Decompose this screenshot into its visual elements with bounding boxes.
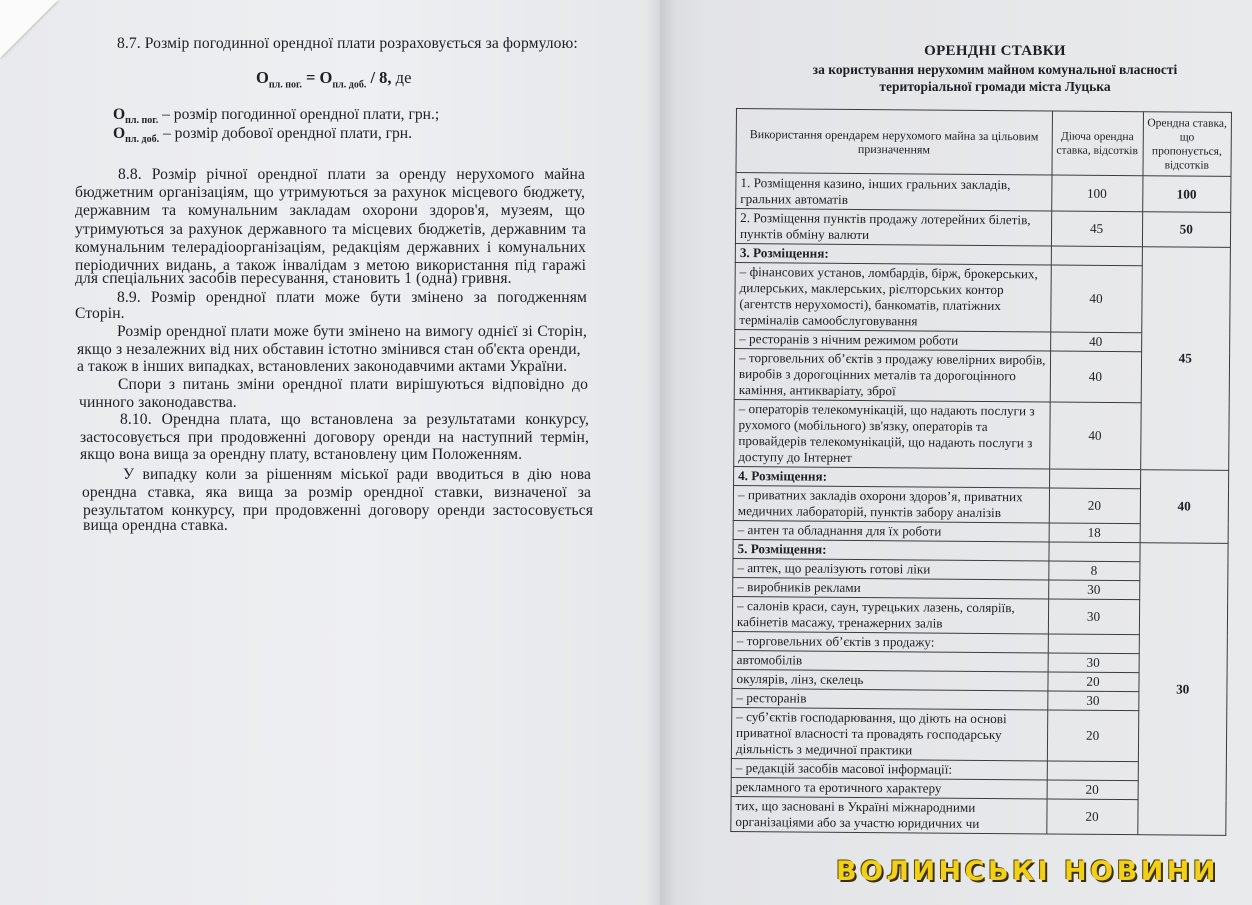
row-text: – торговельних об’єктів з продажу ювелірних виробів, виробів з дорогоцінних металів та дорогоцінного каміння, антикваріату, зброї: [734, 348, 1050, 401]
para-8-8-line: комунальним телерадіоорганізаціям, редакціям державних і комунальних: [75, 239, 586, 256]
proposed-rate: 100: [1142, 176, 1231, 213]
current-rate: [1048, 634, 1139, 654]
formula-definition-hourly: $О_{пл. пог.}$ – розмір погодинної орендної плати, грн.;: [113, 106, 440, 127]
para-8-9-line: якщо з незалежних від них обставин істотно змінився стан об'єкта оренди,: [77, 341, 581, 358]
proposed-rate: 40: [1140, 470, 1229, 544]
table-row: [736, 173, 1231, 213]
section-title: 5. Розміщення:: [733, 539, 1049, 560]
current-rate: 20: [1047, 710, 1138, 762]
para-8-9-line: а також в інших випадках, встановлених законодавчими актами України.: [77, 358, 568, 375]
empty-cell: [1049, 469, 1140, 489]
current-rate: 40: [1049, 402, 1140, 470]
header-proposed-rate: Орендна ставка, що пропонується, відсотків: [1142, 112, 1231, 177]
section-title: 4. Розміщення:: [734, 466, 1050, 487]
current-rate: 20: [1049, 488, 1140, 524]
header-usage: Використання орендарем нерухомого майна за цільовим призначенням: [736, 109, 1052, 175]
para-8-8-line: 8.8. Розмір річної орендної плати за оренду нерухомого майна: [118, 166, 585, 183]
row-text: окулярів, лінз, скелець: [732, 669, 1048, 690]
para-8-10-line: 8.10. Орендна плата, що встановлена за результатами конкурсу,: [120, 411, 589, 428]
current-rate: 40: [1050, 332, 1141, 352]
proposed-rate: 50: [1142, 212, 1231, 248]
proposed-rate: 45: [1140, 247, 1230, 471]
empty-cell: [1049, 542, 1140, 562]
row-text: рекламного та еротичного характеру: [731, 777, 1047, 798]
row-text: – операторів телекомунікацій, що надають послуги з рухомого (мобільного) зв'язку, операторів та провайдерів телекомунікацій, що надають послуги з доступу до Інтернет: [734, 399, 1050, 468]
table-subtitle: територіальної громади міста Луцька: [879, 79, 1111, 94]
current-rate: 20: [1047, 672, 1138, 692]
page-gutter: [645, 0, 675, 905]
para-8-8-line: для спеціальних засобів пересування, становить 1 (одна) гривня.: [75, 270, 512, 287]
row-text: – редакцій засобів масової інформації:: [731, 758, 1047, 779]
para-8-10-line: вища орендна ставка.: [83, 517, 228, 534]
current-rate: 100: [1051, 175, 1142, 212]
current-rate: 30: [1048, 599, 1139, 635]
row-text: 1. Розміщення казино, інших гральних закладів, гральних автоматів: [736, 173, 1052, 211]
row-text: – ресторанів з нічним режимом роботи: [735, 329, 1051, 350]
table-header-row: [736, 109, 1231, 177]
row-text: – аптек, що реалізують готові ліки: [733, 558, 1049, 579]
para-8-10-line: орендна ставка, яка вища за розмір орендної ставки, визначеної за: [82, 484, 591, 501]
para-8-10-line: результатом конкурсу, при продовженні договору оренди застосовується: [83, 502, 593, 519]
row-text: – фінансових установ, ломбардів, бірж, брокерських, дилерських, маклерських, рієлторських контор (агентств нерухомості), банкоматів, платіжних терміналів самообслуговування: [735, 262, 1051, 331]
formula: $О_{пл. пог.} = О_{пл. доб.} / 8$, де: [256, 68, 412, 91]
row-text: – суб’єктів господарювання, що діють на основі приватної власності та провадять господарську діяльність з медичної практики: [731, 707, 1047, 760]
current-rate: 30: [1048, 653, 1139, 673]
row-text: тих, що засновані в Україні міжнародними організаціями або за участю юридичних чи: [731, 796, 1047, 833]
current-rate: 45: [1051, 211, 1142, 247]
para-8-9-line: Розмір орендної плати може бути змінено на вимогу однієї зі Сторін,: [117, 323, 587, 340]
para-8-8-line: періодичних видань, а також інвалідам з метою використання під гаражі: [75, 257, 586, 274]
formula-definition-daily: $О_{пл. доб.}$ – розмір добової орендної плати, грн.: [113, 125, 413, 146]
para-8-8-line: бюджетним організаціям, що утримуються за рахунок місцевого бюджету,: [75, 184, 585, 201]
para-8-10-line: застосовується при продовженні договору оренди на наступний термін,: [80, 429, 589, 446]
para-8-7-intro: 8.7. Розмір погодинної орендної плати розраховується за формулою:: [117, 35, 578, 52]
page-fold-corner: [0, 0, 58, 58]
rent-rates-table: [730, 108, 1232, 836]
para-8-9-line: Сторін.: [75, 305, 125, 322]
header-current-rate: Діюча орендна ставка, відсотків: [1052, 111, 1143, 176]
empty-cell: [1051, 246, 1142, 266]
row-text: – ресторанів: [732, 688, 1048, 709]
current-rate: 20: [1046, 799, 1137, 835]
row-text: – салонів краси, саун, турецьких лазень, соляріїв, кабінетів масажу, тренажерних залів: [732, 596, 1048, 633]
para-8-9-line: Спори з питань зміни орендної плати вирішуються відповідно до: [118, 376, 588, 393]
current-rate: [1047, 761, 1138, 781]
para-8-8-line: утримуються за рахунок державного та місцевих бюджетів, державним та: [75, 221, 586, 238]
para-8-10-line: У випадку коли за рішенням міської ради вводиться в дію нова: [123, 466, 591, 483]
current-rate: 40: [1050, 265, 1141, 333]
current-rate: 8: [1048, 561, 1139, 581]
row-text: – антен та обладнання для їх роботи: [733, 520, 1049, 541]
current-rate: 20: [1047, 780, 1138, 800]
table-subtitle: за користування нерухомим майном комунальної власності: [812, 62, 1178, 77]
proposed-rate: 30: [1137, 543, 1228, 836]
watermark-logo: ВОЛИНСЬКІ НОВИНИ: [836, 856, 1219, 887]
row-text: 2. Розміщення пунктів продажу лотерейних білетів, пунктів обміну валюти: [735, 209, 1051, 246]
current-rate: 40: [1050, 351, 1141, 403]
row-text: автомобілів: [732, 650, 1048, 671]
para-8-9-line: 8.9. Розмір орендної плати може бути змінено за погодженням: [117, 289, 587, 306]
current-rate: 30: [1047, 691, 1138, 711]
row-text: – торговельних об’єктів з продажу:: [732, 631, 1048, 652]
para-8-8-line: державним та комунальним закладам охорони здоров'я, музеям, що: [75, 202, 585, 219]
table-row: [735, 209, 1230, 248]
current-rate: 30: [1048, 580, 1139, 600]
current-rate: 18: [1049, 523, 1140, 543]
row-text: – виробників реклами: [733, 577, 1049, 598]
para-8-9-line: чинного законодавства.: [79, 394, 237, 411]
row-text: – приватних закладів охорони здоров’я, приватних медичних лабораторій, пунктів забору аналізів: [733, 485, 1049, 522]
table-title: ОРЕНДНІ СТАВКИ: [924, 43, 1066, 59]
para-8-10-line: якщо вона вища за орендну плату, встановлену цим Положенням.: [80, 446, 523, 463]
section-title: 3. Розміщення:: [735, 243, 1051, 264]
